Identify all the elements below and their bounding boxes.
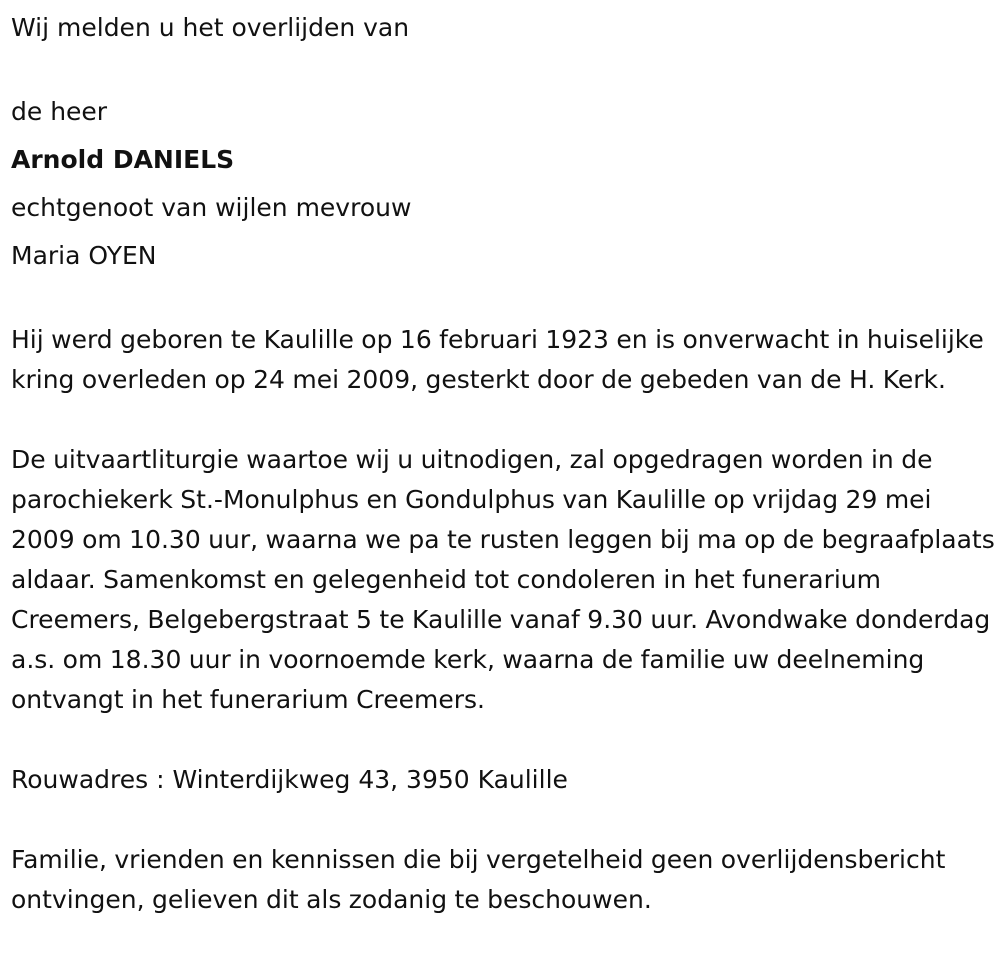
- spouse-name: Maria OYEN: [11, 241, 157, 270]
- address-line: Rouwadres : Winterdijkweg 43, 3950 Kaulille: [11, 765, 568, 794]
- spacer: [11, 280, 996, 320]
- birth-death-paragraph: Hij werd geboren te Kaulille op 16 februari 1923 en is onverwacht in huiselijke kring overleden op 24 mei 2009, gesterkt door de gebeden van de H. Kerk.: [11, 325, 984, 394]
- spacer: [11, 400, 996, 440]
- spacer: [11, 48, 996, 88]
- closing-paragraph: Familie, vrienden en kennissen die bij vergetelheid geen overlijdensbericht ontvingen, gelieven dit als zodanig te beschouwen.: [11, 845, 946, 914]
- title-line: de heer: [11, 97, 108, 126]
- relation-line: echtgenoot van wijlen mevrouw: [11, 193, 412, 222]
- death-notice: [11, 8, 996, 920]
- intro-line: Wij melden u het overlijden van: [11, 13, 410, 42]
- deceased-name: Arnold DANIELS: [11, 145, 235, 174]
- funeral-paragraph: De uitvaartliturgie waartoe wij u uitnodigen, zal opgedragen worden in de parochiekerk St.-Monulphus en Gondulphus van Kaulille op vrijdag 29 mei 2009 om 10.30 uur, waarna we pa te rusten leggen bij ma op de begraafplaats aldaar. Samenkomst en gelegenheid tot condoleren in het funerarium Creemers, Belgebergstraat 5 te Kaulille vanaf 9.30 uur. Avondwake donderdag a.s. om 18.30 uur in voornoemde kerk, waarna de familie uw deelneming ontvangt in het funerarium Creemers.: [11, 445, 995, 714]
- spacer: [11, 720, 996, 760]
- spacer: [11, 800, 996, 840]
